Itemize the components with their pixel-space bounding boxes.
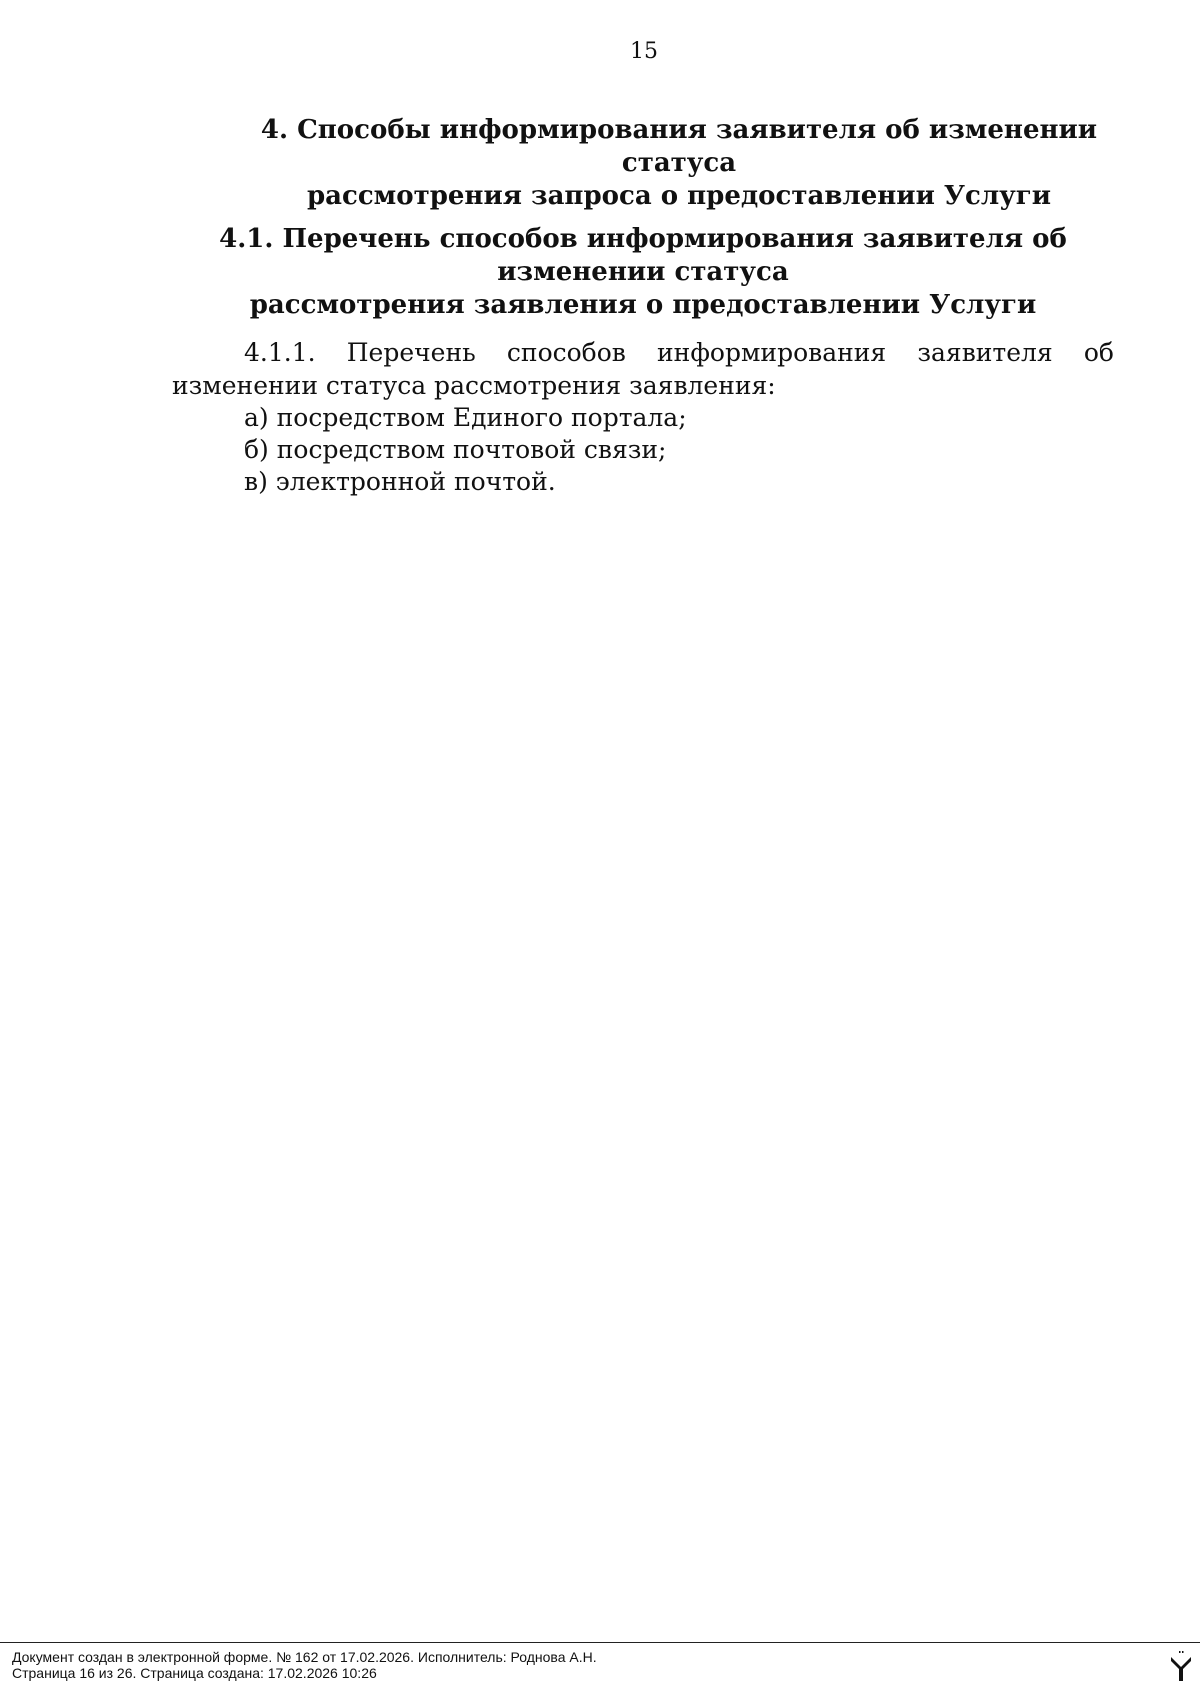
footer-line1: Документ создан в электронной форме. № 162 от 17.02.2026. Исполнитель: Роднова А.Н. <box>12 1649 597 1665</box>
section-heading-line2: рассмотрения запроса о предоставлении Услуги <box>306 181 1052 211</box>
document-footer <box>0 1642 1200 1681</box>
section-heading <box>172 114 1114 213</box>
emblem-icon <box>1168 1649 1194 1683</box>
document-body <box>172 114 1114 498</box>
subsection-heading-line2: рассмотрения заявления о предоставлении Услуги <box>249 290 1037 320</box>
footer-text <box>12 1649 597 1681</box>
section-heading-line1: 4. Способы информирования заявителя об изменении статуса <box>260 115 1098 178</box>
methods-list <box>172 402 1114 498</box>
paragraph-4-1-1: 4.1.1. Перечень способов информирования заявителя об изменении статуса рассмотрения заявления: <box>172 338 1114 400</box>
page-number: 15 <box>630 39 658 64</box>
list-item: в) электронной почтой. <box>244 467 556 496</box>
subsection-heading-line1: 4.1. Перечень способов информирования заявителя об изменении статуса <box>219 224 1067 287</box>
list-item: б) посредством почтовой связи; <box>244 435 667 464</box>
subsection-heading <box>172 223 1114 322</box>
list-item: а) посредством Единого портала; <box>244 403 687 432</box>
footer-line2: Страница 16 из 26. Страница создана: 17.02.2026 10:26 <box>12 1665 377 1681</box>
